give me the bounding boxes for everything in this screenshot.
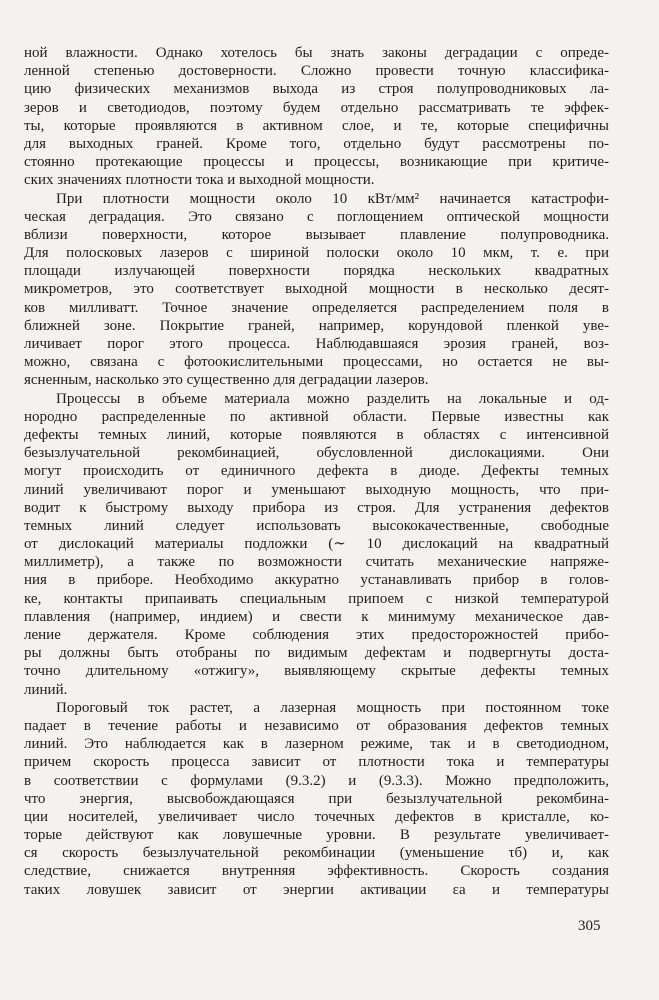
body-text <box>24 44 609 899</box>
page-number: 305 <box>578 918 601 934</box>
text-line: ление держателя. Кроме соблюдения этих предосторожностей прибо- <box>24 627 609 643</box>
text-line: микрометров, это соответствует выходной мощности в несколько десят- <box>24 281 609 298</box>
text-line: что энергия, высвобождающаяся при безызлучательной рекомбина- <box>24 790 609 807</box>
text-line: ленной степенью достоверности. Сложно провести точную классифика- <box>24 63 609 80</box>
text-line: водит к быстрому выходу прибора из строя. Для устранения дефектов <box>24 499 609 516</box>
text-line: следствие, снижается внутренняя эффективность. Скорость создания <box>24 863 609 880</box>
text-line: безызлучательной рекомбинацией, обусловленной дислокациями. Они <box>24 445 609 462</box>
text-line: можно, связана с фотоокислительными процессами, но остается не вы- <box>24 354 609 371</box>
text-line: При плотности мощности около 10 кВт/мм² начинается катастрофи- <box>56 190 609 207</box>
text-line: в соответствии с формулами (9.3.2) и (9.3.3). Можно предположить, <box>24 772 609 789</box>
text-line: ции носителей, увеличивает число точечных дефектов в кристалле, ко- <box>24 808 609 825</box>
text-line: ры должны быть отобраны по видимым дефектам и подвергнуты доста- <box>24 645 609 662</box>
text-line: площади излучающей поверхности порядка нескольких квадратных <box>24 263 609 280</box>
text-line: вблизи поверхности, которое вызывает плавление полупроводника. <box>24 226 609 243</box>
text-line: темных линий следует использовать высококачественные, свободные <box>24 517 609 534</box>
text-line: причем скорость процесса зависит от плотности тока и температуры <box>24 754 609 771</box>
text-line: от дислокаций материалы подложки (∼ 10 дислокаций на квадратный <box>24 536 609 553</box>
text-line: ты, которые проявляются в активном слое, и те, которые специфичны <box>24 117 609 134</box>
text-line: личивает порог этого процесса. Наблюдавшаяся эрозия граней, воз- <box>24 336 609 352</box>
text-line: Для полосковых лазеров с шириной полоски около 10 мкм, т. е. при <box>24 245 609 262</box>
text-line: ся скорость безызлучательной рекомбинации (уменьшение τб) и, как <box>24 845 609 862</box>
text-line: цию физических механизмов выхода из строя полупроводниковых ла- <box>24 81 609 98</box>
text-line: зеров и светодиодов, поэтому будем отдельно рассматривать те эффек- <box>24 99 609 116</box>
text-line: линий. Это наблюдается как в лазерном режиме, так и в светодиодном, <box>24 736 609 753</box>
text-line: плавления (например, индием) и свести к минимуму механическое дав- <box>24 608 609 625</box>
text-line: для выходных граней. Кроме того, отдельно будут рассмотрены по- <box>24 135 609 152</box>
text-line: точно длительному «отжигу», выявляющему скрытые дефекты темных <box>24 663 609 680</box>
text-line: торые действуют как ловушечные уровни. В результате увеличивает- <box>24 827 609 844</box>
text-line: линий увеличивают порог и уменьшают выходную мощность, что при- <box>24 481 609 498</box>
text-line: линий. <box>24 681 68 698</box>
text-line: Процессы в объеме материала можно разделить на локальные и од- <box>56 390 609 407</box>
text-line: миллиметр), а также по возможности считать механические напряже- <box>24 554 609 571</box>
text-line: ния в приборе. Необходимо аккуратно устанавливать прибор в голов- <box>24 572 609 589</box>
text-line: падает в течение работы и независимо от образования дефектов темных <box>24 717 609 734</box>
text-line: ков милливатт. Точное значение определяется распределением поля в <box>24 299 609 316</box>
text-line: ческая деградация. Это связано с поглощением оптической мощности <box>24 208 609 225</box>
text-line: таких ловушек зависит от энергии активации εа и температуры <box>24 881 609 898</box>
text-line: нородно распределенные по активной области. Первые известны как <box>24 408 609 425</box>
text-line: ной влажности. Однако хотелось бы знать законы деградации с опреде- <box>24 45 609 61</box>
text-line: Пороговый ток растет, а лазерная мощность при постоянном токе <box>56 699 609 716</box>
text-line: могут происходить от единичного дефекта в диоде. Дефекты темных <box>24 463 609 480</box>
text-line: стоянно протекающие процессы и процессы, возникающие при критиче- <box>24 154 609 171</box>
text-line: ясненным, насколько это существенно для деградации лазеров. <box>24 372 429 389</box>
text-line: дефекты темных линий, которые появляются в областях с интенсивной <box>24 426 609 443</box>
text-line: ке, контакты припаивать специальным припоем с низкой температурой <box>24 590 609 607</box>
text-line: ближней зоне. Покрытие граней, например, корундовой пленкой уве- <box>24 317 609 334</box>
text-line: ских значениях плотности тока и выходной мощности. <box>24 172 375 189</box>
